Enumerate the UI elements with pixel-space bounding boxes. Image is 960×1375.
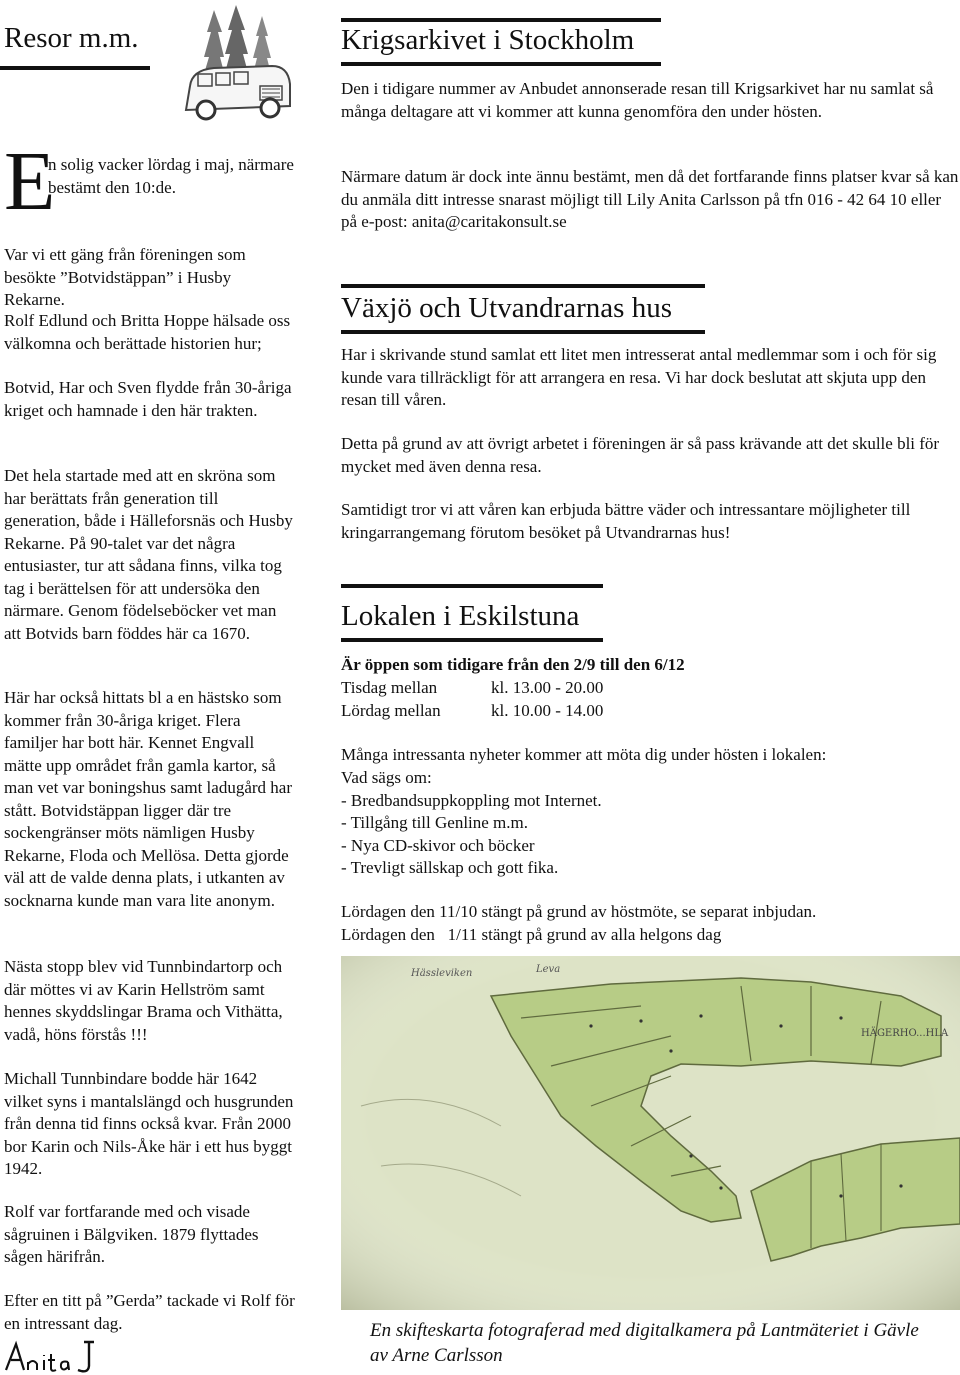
hours-row — [341, 700, 603, 723]
bus-illustration — [180, 2, 292, 122]
vaxjo-rule-bottom — [341, 330, 705, 334]
left-paragraph-5: Här har också hittats bl a en hästsko som kommer från 30-åriga kriget. Flera familjer har bott här. Kennet Engvall mätte upp området från gamla kartor, så man vet var boningshus samt ladugård har stått. Botvidstäppan ligger där tre sockengränser möts nämligen Husby Rekarne, Floda och Mellösa. Detta gjorde väl att de valde denna plats, i utkanten av socknarna kunde man vara lite anonym. — [4, 688, 292, 910]
hours-day: Lördag mellan — [341, 701, 441, 720]
hours-time: kl. 10.00 - 14.00 — [491, 701, 604, 720]
hours-day: Tisdag mellan — [341, 678, 438, 697]
section-title-vaxjo: Växjö och Utvandrarnas hus — [341, 292, 672, 324]
vaxjo-rule-top — [341, 284, 705, 288]
left-column — [0, 0, 300, 1375]
map-label: HÄGERHO...HLA — [861, 1028, 949, 1039]
signature — [2, 1336, 102, 1374]
news-intro: Många intressanta nyheter kommer att möta dig under hösten i lokalen: — [341, 745, 827, 764]
left-paragraph-7: Michall Tunnbindare bodde här 1642 vilket syns i mantalslängd och husgrunden från denna tid finns också kvar. Från 2000 bor Karin och Nils-Åke här i ett hus byggt 1942. — [4, 1069, 294, 1178]
vaxjo-paragraph-3: Samtidigt tror vi att våren kan erbjuda bättre väder och intressantare möjligheter till kringarrangemang förutom besöket på Utvandrarnas hus! — [341, 500, 911, 542]
left-paragraph-9: Efter en titt på ”Gerda” tackade vi Rolf för en intressant dag. — [4, 1291, 295, 1333]
vaxjo-paragraph-1: Har i skrivande stund samlat ett litet men intresserat antal medlemmar som i och för sig kunde vara tillräckligt för att arrangera en resa. Vi har dock beslutat att skjuta upp den resan till våren. — [341, 345, 937, 409]
opening-period: Är öppen som tidigare från den 2/9 till den 6/12 — [341, 655, 685, 674]
title-rule — [0, 66, 150, 70]
map-photo — [341, 956, 960, 1310]
left-paragraph-4: Det hela startade med att en skröna som har berättats från generation till generation, både i Hälleforsnäs och Husby Rekarne. På 90-talet var det några entusiaster, tur att sådana finns, vilka tog tag i berättelsen för att undersöka den närmare. Genom födelseböcker vet man att Botvids barn föddes här ca 1670. — [4, 466, 293, 643]
krigsarkivet-rule-bottom — [341, 62, 661, 66]
list-item: - Trevligt sällskap och gott fika. — [341, 858, 559, 877]
list-intro: Vad sägs om: — [341, 768, 432, 787]
lokalen-rule-bottom — [341, 638, 603, 642]
list-item: - Nya CD-skivor och böcker — [341, 836, 535, 855]
left-paragraph-1: Var vi ett gäng från föreningen som besökte ”Botvidstäppan” i Husby Rekarne. — [4, 245, 246, 309]
closed-notice-2: Lördagen den 1/11 stängt på grund av alla helgons dag — [341, 925, 722, 944]
hours-time: kl. 13.00 - 20.00 — [491, 678, 604, 697]
closed-notice-1: Lördagen den 11/10 stängt på grund av höstmöte, se separat inbjudan. — [341, 902, 817, 921]
left-paragraph-2: Rolf Edlund och Britta Hoppe hälsade oss välkomna och berättade historien hur; — [4, 311, 291, 353]
list-item: - Tillgång till Genline m.m. — [341, 813, 529, 832]
list-item: - Bredbandsuppkoppling mot Internet. — [341, 791, 602, 810]
section-title-lokalen: Lokalen i Eskilstuna — [341, 600, 580, 632]
lokalen-rule-top — [341, 584, 603, 588]
left-paragraph-3: Botvid, Har och Sven flydde från 30-åriga kriget och hamnade i den här trakten. — [4, 378, 292, 420]
intro-paragraph: n solig vacker lördag i maj, närmare bestämt den 10:de. — [48, 155, 294, 197]
section-title-resor: Resor m.m. — [4, 22, 139, 54]
left-paragraph-6: Nästa stopp blev vid Tunnbindartorp och där möttes vi av Karin Hellström samt hennes skyddslingar Brama och Vithätta, vadå, höns förstås !!! — [4, 957, 283, 1044]
section-title-krigsarkivet: Krigsarkivet i Stockholm — [341, 24, 635, 56]
krigsarkivet-paragraph-1: Den i tidigare nummer av Anbudet annonserade resan till Krigsarkivet har nu samlat så många deltagare att vi kommer att kunna genomföra den under hösten. — [341, 79, 934, 121]
photo-caption: En skifteskarta fotograferad med digitalkamera på Lantmäteriet i Gävle av Arne Carlsson — [370, 1320, 919, 1366]
map-label: Hässleviken — [411, 968, 473, 979]
map-label: Leva — [536, 964, 561, 975]
left-paragraph-8: Rolf var fortfarande med och visade sågruinen i Bälgviken. 1879 flyttades sågen härifrån. — [4, 1202, 259, 1266]
hours-row — [341, 677, 603, 700]
drop-cap: E — [4, 135, 56, 228]
vaxjo-paragraph-2: Detta på grund av att övrigt arbetet i föreningen är så pass krävande att det skulle bli för mycket med även denna resa. — [341, 434, 940, 476]
krigsarkivet-paragraph-2: Närmare datum är dock inte ännu bestämt, men då det fortfarande finns platser kvar så kan du anmäla ditt intresse snarast möjligt till Lily Anita Carlsson på tfn 016 - 42 64 10 eller på e-post: anita@caritakonsult.se — [341, 167, 959, 231]
